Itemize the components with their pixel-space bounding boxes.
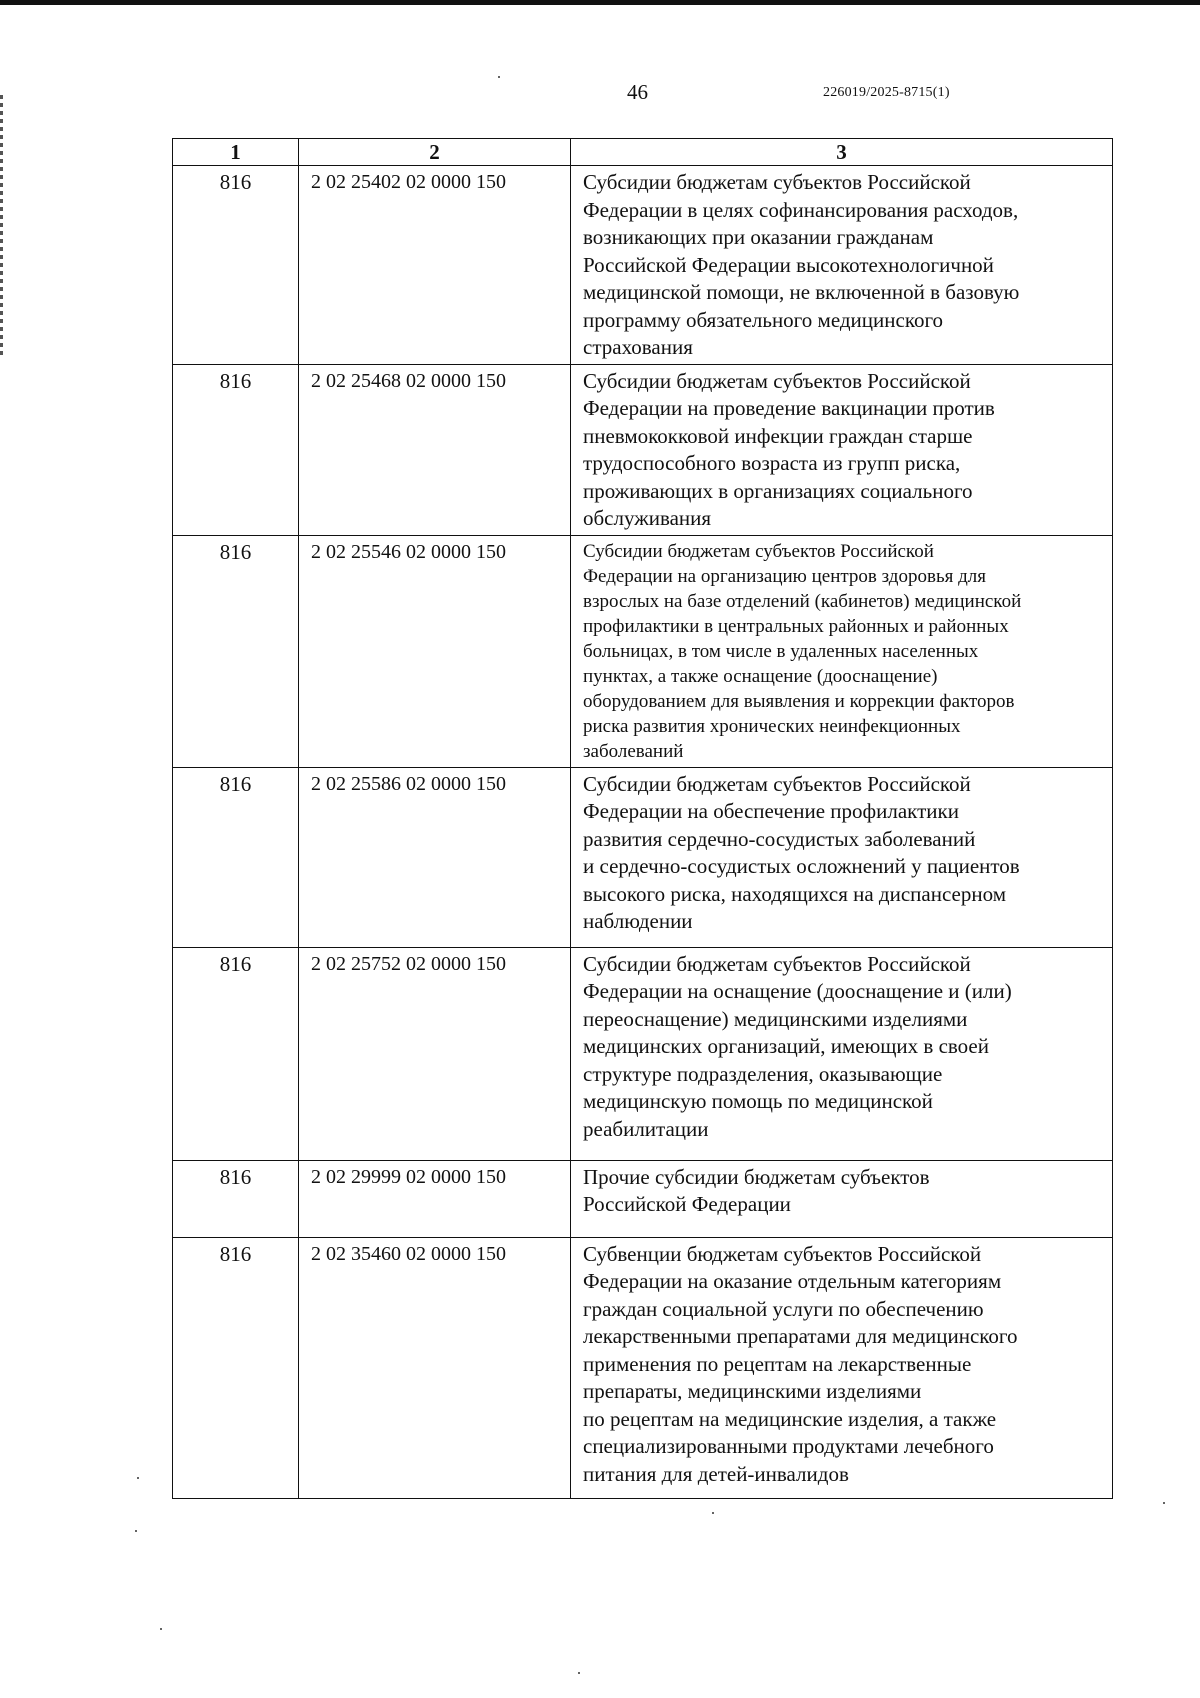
admin-code-cell: 816 [173,1160,299,1237]
description-line: больницах, в том числе в удаленных населенных [583,640,979,662]
description-cell [571,535,1113,767]
page-number: 46 [627,80,648,104]
description-line: Субсидии бюджетам субъектов Российской [583,771,971,796]
description-cell [571,947,1113,1160]
description-line: трудоспособного возраста из групп риска, [583,451,961,475]
description-line: Федерации на оснащение (дооснащение и (или) [583,979,1012,1003]
column-header-2: 2 [299,139,571,166]
description-line: проживающих в организациях социального [583,478,973,503]
scan-speck [160,1628,162,1630]
description-line: Федерации в целях софинансирования расходов, [583,197,1019,222]
description-line: структуре подразделения, оказывающие [583,1061,943,1086]
description-line: по рецептам на медицинские изделия, а также [583,1406,997,1431]
scan-speck [135,1530,137,1532]
admin-code-cell: 816 [173,1237,299,1498]
description-cell [571,767,1113,947]
description-line: переоснащение) медицинскими изделиями [583,1006,968,1031]
description-line: взрослых на базе отделений (кабинетов) медицинской [583,590,1022,612]
description-line: пневмококковой инфекции граждан старше [583,423,973,448]
description-line: развития сердечно-сосудистых заболеваний [583,826,976,851]
description-line: возникающих при оказании гражданам [583,225,934,249]
table-header-row [173,139,1113,166]
description-line: медицинских организаций, имеющих в своей [583,1034,989,1058]
description-line: граждан социальной услуги по обеспечению [583,1296,984,1321]
scan-speck [498,76,500,78]
table-row [173,1160,1113,1237]
budget-code-cell: 2 02 25752 02 0000 150 [299,947,571,1160]
description-line: Субвенции бюджетам субъектов Российской [583,1241,982,1266]
table-row [173,947,1113,1160]
scan-left-edge-marks [0,95,3,355]
description-line: Субсидии бюджетам субъектов Российской [583,951,971,976]
table-row [173,1237,1113,1498]
scan-speck [137,1477,139,1479]
column-header-3: 3 [571,139,1113,166]
description-line: Российской Федерации [583,1192,791,1216]
description-line: наблюдении [583,909,693,933]
scan-speck [712,1512,714,1514]
description-line: Субсидии бюджетам субъектов Российской [583,540,934,562]
description-cell [571,364,1113,535]
description-line: питания для детей-инвалидов [583,1461,849,1486]
description-line: Федерации на организацию центров здоровья для [583,565,986,587]
document-id: 226019/2025-8715(1) [823,85,950,100]
description-line: страхования [583,335,693,359]
admin-code-cell: 816 [173,364,299,535]
scan-top-border [0,0,1200,5]
admin-code-cell: 816 [173,535,299,767]
admin-code-cell: 816 [173,166,299,365]
description-line: оборудованием для выявления и коррекции факторов [583,690,1015,712]
description-cell [571,166,1113,365]
description-line: высокого риска, находящихся на диспансерном [583,881,1006,906]
description-line: программу обязательного медицинского [583,307,944,332]
scan-speck [1163,1502,1165,1504]
budget-code-cell: 2 02 35460 02 0000 150 [299,1237,571,1498]
description-line: заболеваний [583,740,684,762]
description-line: препараты, медицинскими изделиями [583,1379,922,1403]
description-line: лекарственными препаратами для медицинского [583,1324,1018,1348]
budget-code-cell: 2 02 25546 02 0000 150 [299,535,571,767]
description-line: Федерации на проведение вакцинации против [583,396,995,420]
description-line: Прочие субсидии бюджетам субъектов [583,1164,930,1189]
description-line: применения по рецептам на лекарственные [583,1351,972,1376]
description-line: профилактики в центральных районных и районных [583,615,1009,637]
description-line: и сердечно-сосудистых осложнений у пациентов [583,854,1020,878]
budget-code-cell: 2 02 29999 02 0000 150 [299,1160,571,1237]
description-line: риска развития хронических неинфекционных [583,715,961,737]
budget-code-cell: 2 02 25468 02 0000 150 [299,364,571,535]
description-line: Российской Федерации высокотехнологичной [583,252,994,277]
budget-code-cell: 2 02 25586 02 0000 150 [299,767,571,947]
description-line: обслуживания [583,506,712,530]
description-line: реабилитации [583,1116,709,1141]
table-row [173,166,1113,365]
description-line: Федерации на оказание отдельным категориям [583,1269,1002,1293]
description-line: Субсидии бюджетам субъектов Российской [583,368,971,393]
table-row [173,364,1113,535]
description-line: медицинской помощи, не включенной в базовую [583,280,1020,304]
description-line: пунктах, а также оснащение (дооснащение) [583,665,938,687]
description-line: Федерации на обеспечение профилактики [583,799,959,823]
description-cell [571,1237,1113,1498]
admin-code-cell: 816 [173,947,299,1160]
table-row [173,767,1113,947]
table-row [173,535,1113,767]
description-line: специализированными продуктами лечебного [583,1434,994,1458]
description-line: медицинскую помощь по медицинской [583,1089,933,1113]
budget-code-cell: 2 02 25402 02 0000 150 [299,166,571,365]
description-cell [571,1160,1113,1237]
scan-speck [578,1672,580,1674]
description-line: Субсидии бюджетам субъектов Российской [583,170,971,194]
budget-codes-table [172,138,1113,1499]
admin-code-cell: 816 [173,767,299,947]
column-header-1: 1 [173,139,299,166]
